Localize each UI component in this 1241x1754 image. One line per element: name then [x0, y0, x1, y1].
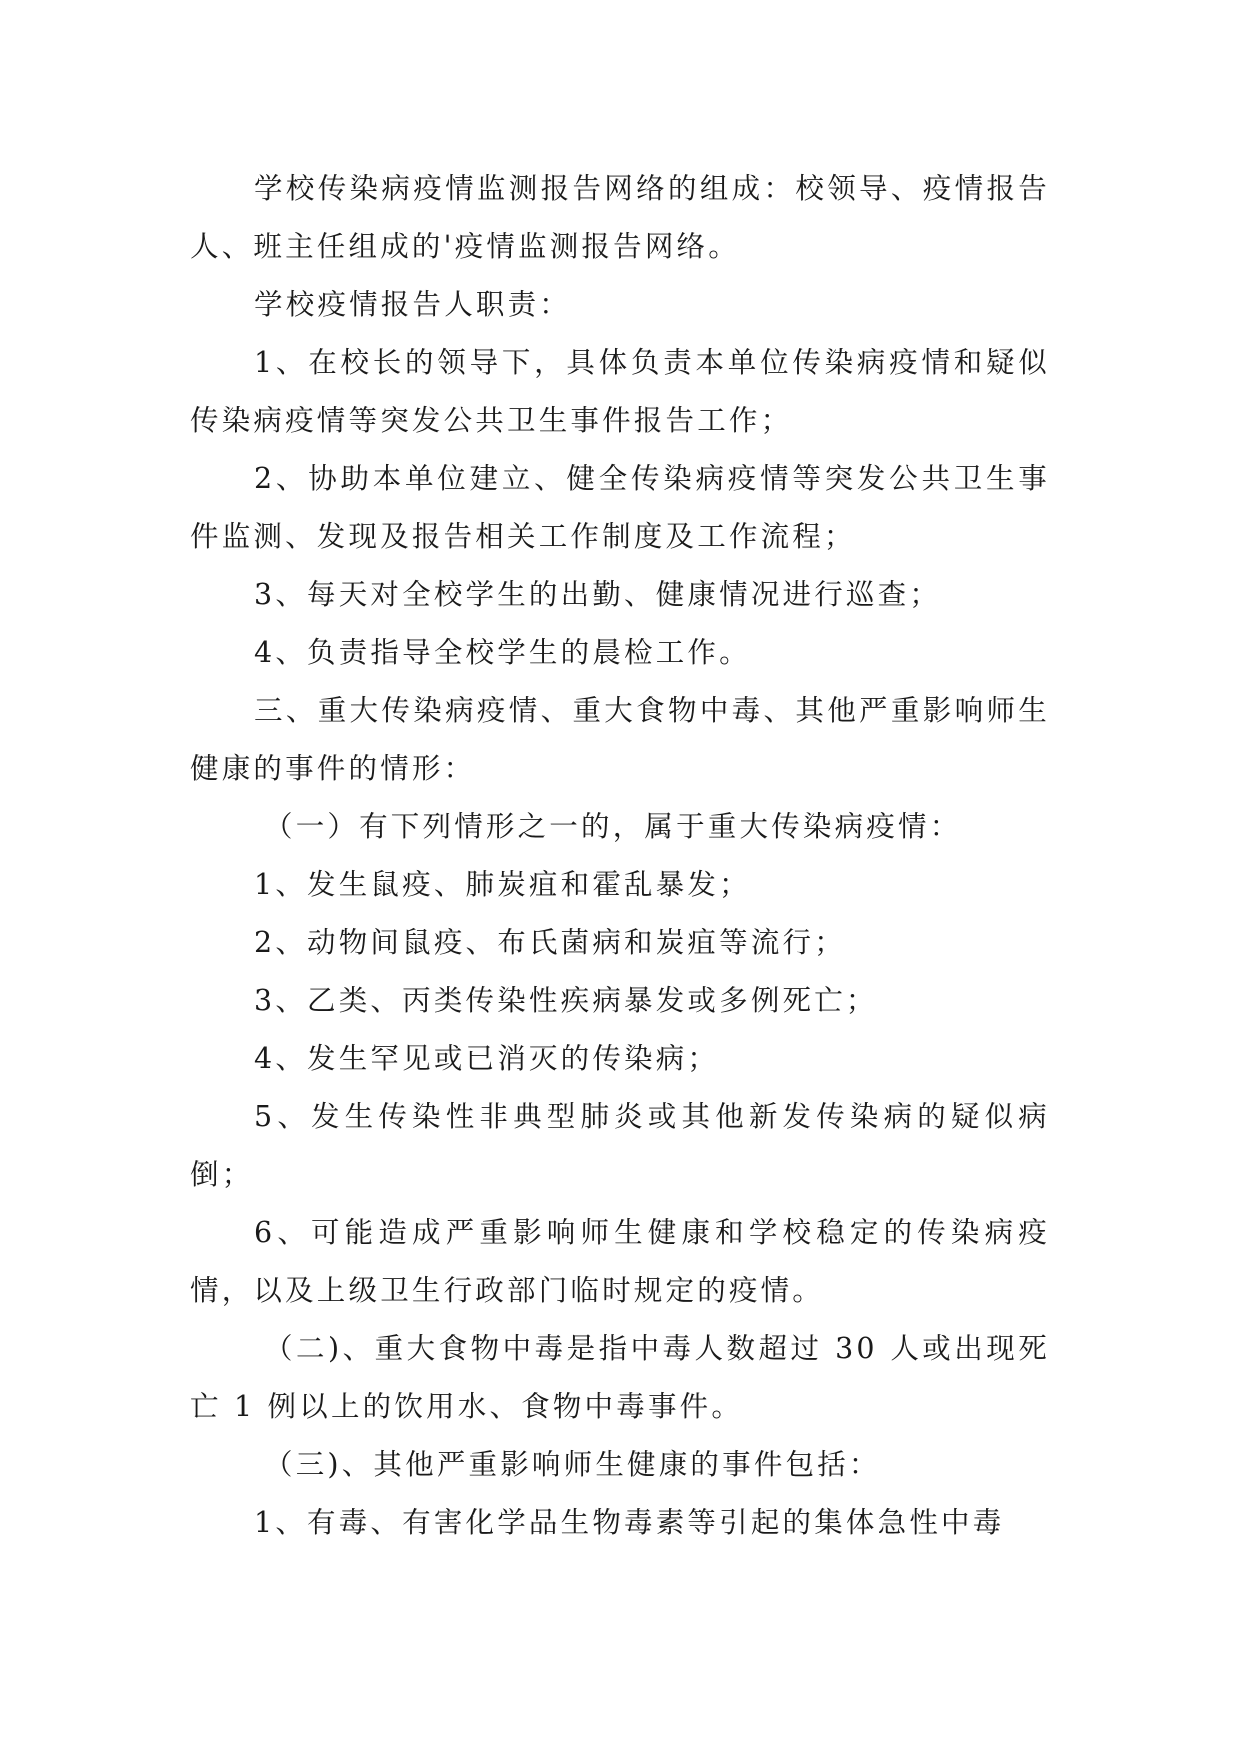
paragraph-epidemic-2: 2、动物间鼠疫、布氏菌病和炭疽等流行； [254, 926, 846, 959]
paragraph-network-composition: 学校传染病疫情监测报告网络的组成：校领导、疫情报告人、班主任组成的'疫情监测报告网络。 [190, 172, 1050, 263]
paragraph-epidemic-3: 3、乙类、丙类传染性疾病暴发或多例死亡； [254, 984, 878, 1017]
document-body [190, 160, 1050, 1552]
paragraph-epidemic-5: 5、发生传染性非典型肺炎或其他新发传染病的疑似病倒； [190, 1100, 1050, 1191]
paragraph-duty-1: 1、在校长的领导下，具体负责本单位传染病疫情和疑似传染病疫情等突发公共卫生事件报告工作； [190, 346, 1050, 437]
paragraph-epidemic-4: 4、发生罕见或已消灭的传染病； [254, 1042, 720, 1075]
subsection-three-heading: （三)、其他严重影响师生健康的事件包括： [264, 1448, 881, 1481]
paragraph-duty-3: 3、每天对全校学生的出勤、健康情况进行巡查； [254, 578, 942, 611]
paragraph-duty-4: 4、负责指导全校学生的晨检工作。 [254, 636, 751, 669]
subsection-two-food-poisoning: （二)、重大食物中毒是指中毒人数超过 30 人或出现死亡 1 例以上的饮用水、食物中毒事件。 [190, 1332, 1050, 1423]
paragraph-epidemic-6: 6、可能造成严重影响师生健康和学校稳定的传染病疫情，以及上级卫生行政部门临时规定的疫情。 [190, 1216, 1050, 1307]
section-heading-three: 三、重大传染病疫情、重大食物中毒、其他严重影响师生健康的事件的情形： [190, 694, 1050, 785]
paragraph-epidemic-1: 1、发生鼠疫、肺炭疽和霍乱暴发； [254, 868, 751, 901]
subsection-heading-one: （一）有下列情形之一的，属于重大传染病疫情： [264, 810, 962, 843]
paragraph-other-event-1: 1、有毒、有害化学品生物毒素等引起的集体急性中毒 [254, 1506, 1005, 1539]
paragraph-reporter-duties-heading: 学校疫情报告人职责： [254, 288, 572, 321]
paragraph-duty-2: 2、协助本单位建立、健全传染病疫情等突发公共卫生事件监测、发现及报告相关工作制度及工作流程； [190, 462, 1050, 553]
